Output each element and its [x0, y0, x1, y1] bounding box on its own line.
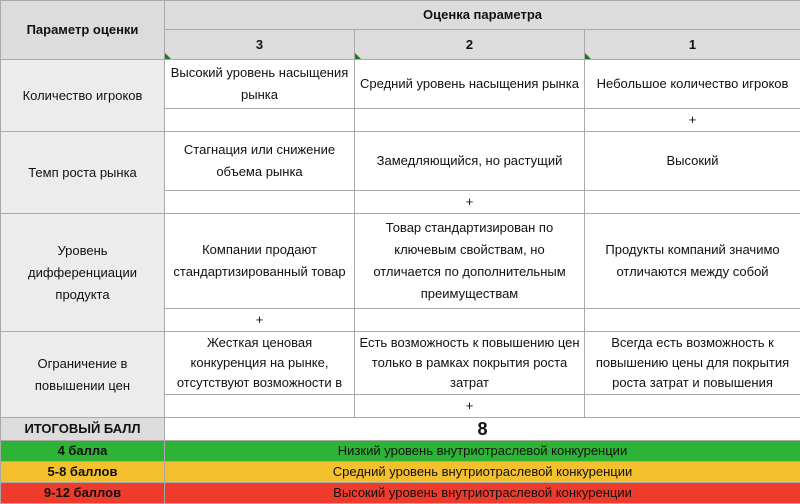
score-mark [165, 191, 355, 214]
criterion-cell: Замедляющийся, но растущий [355, 132, 585, 191]
band-text: Низкий уровень внутриотраслевой конкуренции [165, 441, 800, 462]
param-label-differentiation: Уровень дифференциации продукта [1, 214, 165, 332]
band-text: Средний уровень внутриотраслевой конкуренции [165, 462, 800, 483]
score-group-header: Оценка параметра [165, 1, 800, 30]
criterion-cell: Есть возможность к повышению цен только в рамках покрытия роста затрат [355, 332, 585, 395]
band-row-medium [1, 462, 800, 483]
param-label-pricing: Ограничение в повышении цен [1, 332, 165, 418]
band-label: 5-8 баллов [1, 462, 165, 483]
score-mark [585, 395, 800, 418]
score-mark [165, 395, 355, 418]
total-score-value: 8 [165, 418, 800, 441]
score-mark: + [585, 109, 800, 132]
score-mark: + [355, 191, 585, 214]
cell-note-marker-icon [165, 53, 171, 59]
criterion-cell: Продукты компаний значимо отличаются между собой [585, 214, 800, 309]
score-mark [585, 191, 800, 214]
criterion-cell: Товар стандартизирован по ключевым свойствам, но отличается по дополнительным преимуществам [355, 214, 585, 309]
criterion-cell: Компании продают стандартизированный товар [165, 214, 355, 309]
score-mark [355, 109, 585, 132]
score-header-2: 2 [355, 30, 585, 60]
score-header-3: 3 [165, 30, 355, 60]
criterion-cell: Жесткая ценовая конкуренция на рынке, отсутствуют возможности в [165, 332, 355, 395]
score-mark: + [355, 395, 585, 418]
score-mark [585, 309, 800, 332]
param-column-header: Параметр оценки [1, 1, 165, 60]
score-mark: + [165, 309, 355, 332]
criterion-cell: Средний уровень насыщения рынка [355, 60, 585, 109]
score-mark [355, 309, 585, 332]
total-score-label: ИТОГОВЫЙ БАЛЛ [1, 418, 165, 441]
param-label-players: Количество игроков [1, 60, 165, 132]
criterion-cell: Небольшое количество игроков [585, 60, 800, 109]
criterion-cell: Высокий [585, 132, 800, 191]
criterion-cell: Высокий уровень насыщения рынка [165, 60, 355, 109]
cell-note-marker-icon [355, 53, 361, 59]
cell-note-marker-icon [585, 53, 591, 59]
criterion-cell: Всегда есть возможность к повышению цены для покрытия роста затрат и повышения [585, 332, 800, 395]
score-header-1: 1 [585, 30, 800, 60]
band-row-high [1, 483, 800, 504]
band-label: 9-12 баллов [1, 483, 165, 504]
score-mark [165, 109, 355, 132]
criterion-cell: Стагнация или снижение объема рынка [165, 132, 355, 191]
band-row-low [1, 441, 800, 462]
param-label-growth: Темп роста рынка [1, 132, 165, 214]
band-label: 4 балла [1, 441, 165, 462]
band-text: Высокий уровень внутриотраслевой конкуренции [165, 483, 800, 504]
